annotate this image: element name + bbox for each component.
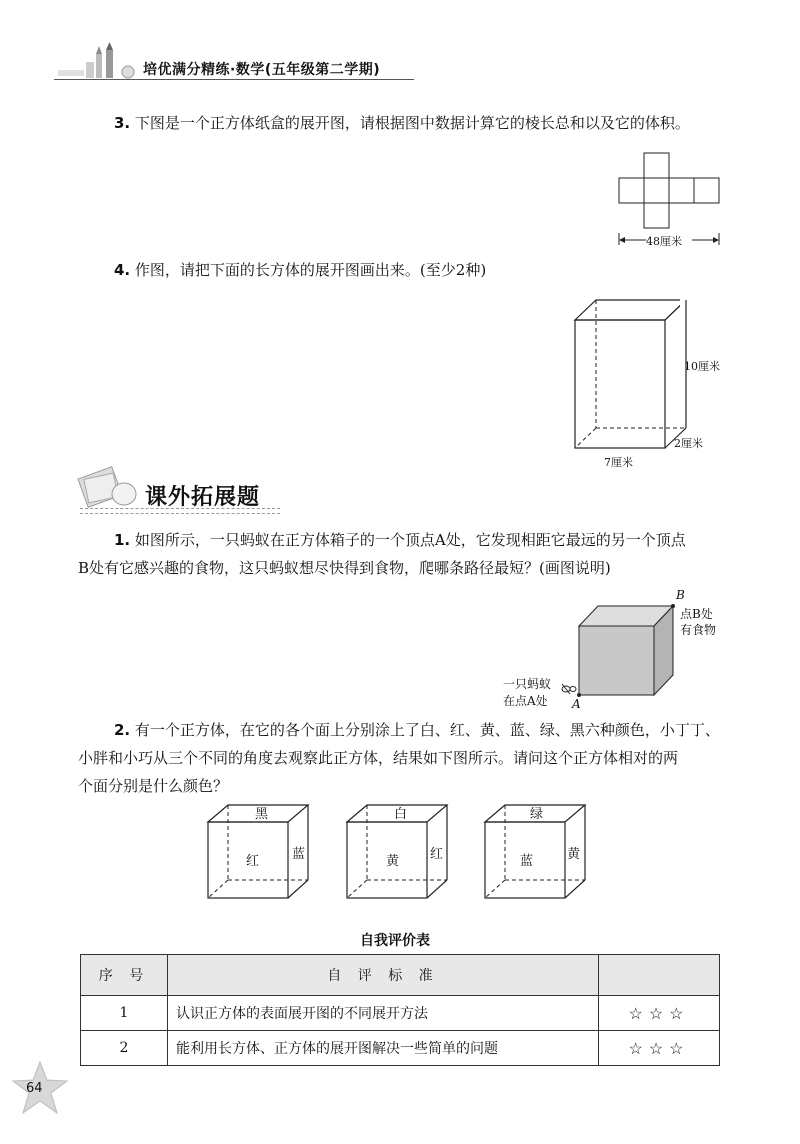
cuboid-height-label: 10厘米 bbox=[684, 360, 720, 373]
row-criterion: 能利用长方体、正方体的展开图解决一些简单的问题 bbox=[168, 1031, 599, 1066]
header-title: 培优满分精练·数学(五年级第二学期) bbox=[143, 62, 381, 78]
evaluation-table bbox=[80, 954, 720, 1066]
section-title: 课外拓展题 bbox=[145, 485, 261, 510]
question-4-text: 作图，请把下面的长方体的展开图画出来。(至少2种) bbox=[134, 261, 487, 279]
header-rule bbox=[54, 79, 414, 80]
question-4-number: 4. bbox=[114, 261, 131, 279]
ant-label-line-1: 一只蚂蚁 bbox=[503, 677, 552, 691]
extension-1-line-2: B处有它感兴趣的食物，这只蚂蚁想尽快得到食物，爬哪条路径最短？(画图说明) bbox=[78, 559, 611, 577]
extension-2-line-1: 有一个正方体，在它的各个面上分别涂上了白、红、黄、蓝、绿、黑六种颜色，小丁丁、 bbox=[134, 721, 720, 739]
header-number: 序 号 bbox=[81, 955, 168, 996]
question-3 bbox=[114, 109, 690, 137]
extension-2-number: 2. bbox=[114, 721, 131, 739]
cube-net-dimension: 48厘米 bbox=[646, 235, 682, 248]
question-3-text: 下图是一个正方体纸盒的展开图，请根据图中数据计算它的棱长总和以及它的体积。 bbox=[134, 114, 690, 132]
evaluation-header-row bbox=[81, 955, 720, 996]
extension-2-line-3: 个面分别是什么颜色？ bbox=[78, 777, 229, 795]
row-number: 2 bbox=[81, 1031, 168, 1066]
header-decoration-icon bbox=[50, 40, 145, 82]
extension-question-1 bbox=[78, 526, 738, 582]
cube-2-top-color: 白 bbox=[394, 807, 408, 822]
cuboid-depth-label: 2厘米 bbox=[674, 437, 703, 450]
extension-2-line-2: 小胖和小巧从三个不同的角度去观察此正方体，结果如下图所示。请问这个正方体相对的两 bbox=[78, 749, 679, 767]
ant-label-line-2: 在点A处 bbox=[503, 694, 548, 708]
cuboid-figure-edges bbox=[570, 298, 700, 458]
cube-2-side-color: 红 bbox=[430, 847, 444, 862]
row-criterion: 认识正方体的表面展开图的不同展开方法 bbox=[168, 996, 599, 1031]
point-b-label: B bbox=[676, 588, 685, 602]
star-rating[interactable]: ☆☆☆ bbox=[599, 1031, 720, 1066]
extension-1-line-1: 如图所示，一只蚂蚁在正方体箱子的一个顶点A处，它发现相距它最远的另一个顶点 bbox=[134, 531, 686, 549]
table-row bbox=[81, 996, 720, 1031]
header-rating bbox=[599, 955, 720, 996]
book-cup-icon bbox=[76, 460, 146, 512]
cube-1-side-color: 蓝 bbox=[292, 847, 306, 862]
point-a-label: A bbox=[572, 697, 581, 711]
star-rating[interactable]: ☆☆☆ bbox=[599, 996, 720, 1031]
header-criterion: 自 评 标 准 bbox=[168, 955, 599, 996]
cube-1-front-color: 红 bbox=[246, 854, 260, 869]
extension-question-2 bbox=[78, 716, 758, 800]
cuboid-width-label: 7厘米 bbox=[604, 456, 633, 469]
cube-3-top-color: 绿 bbox=[530, 807, 544, 822]
cube-3-front-color: 蓝 bbox=[520, 854, 534, 869]
ant-icon bbox=[558, 680, 582, 698]
food-label-line-2: 有食物 bbox=[680, 623, 717, 637]
cube-1-top-color: 黑 bbox=[255, 807, 269, 822]
cube-3-side-color: 黄 bbox=[567, 847, 581, 862]
section-rule bbox=[80, 508, 280, 514]
food-label-line-1: 点B处 bbox=[680, 607, 713, 621]
table-row bbox=[81, 1031, 720, 1066]
evaluation-title: 自我评价表 bbox=[360, 933, 430, 949]
question-3-number: 3. bbox=[114, 114, 131, 132]
cube-2-front-color: 黄 bbox=[386, 854, 400, 869]
extension-1-number: 1. bbox=[114, 531, 131, 549]
row-number: 1 bbox=[81, 996, 168, 1031]
page-number: 64 bbox=[26, 1081, 43, 1096]
question-4 bbox=[114, 256, 486, 284]
